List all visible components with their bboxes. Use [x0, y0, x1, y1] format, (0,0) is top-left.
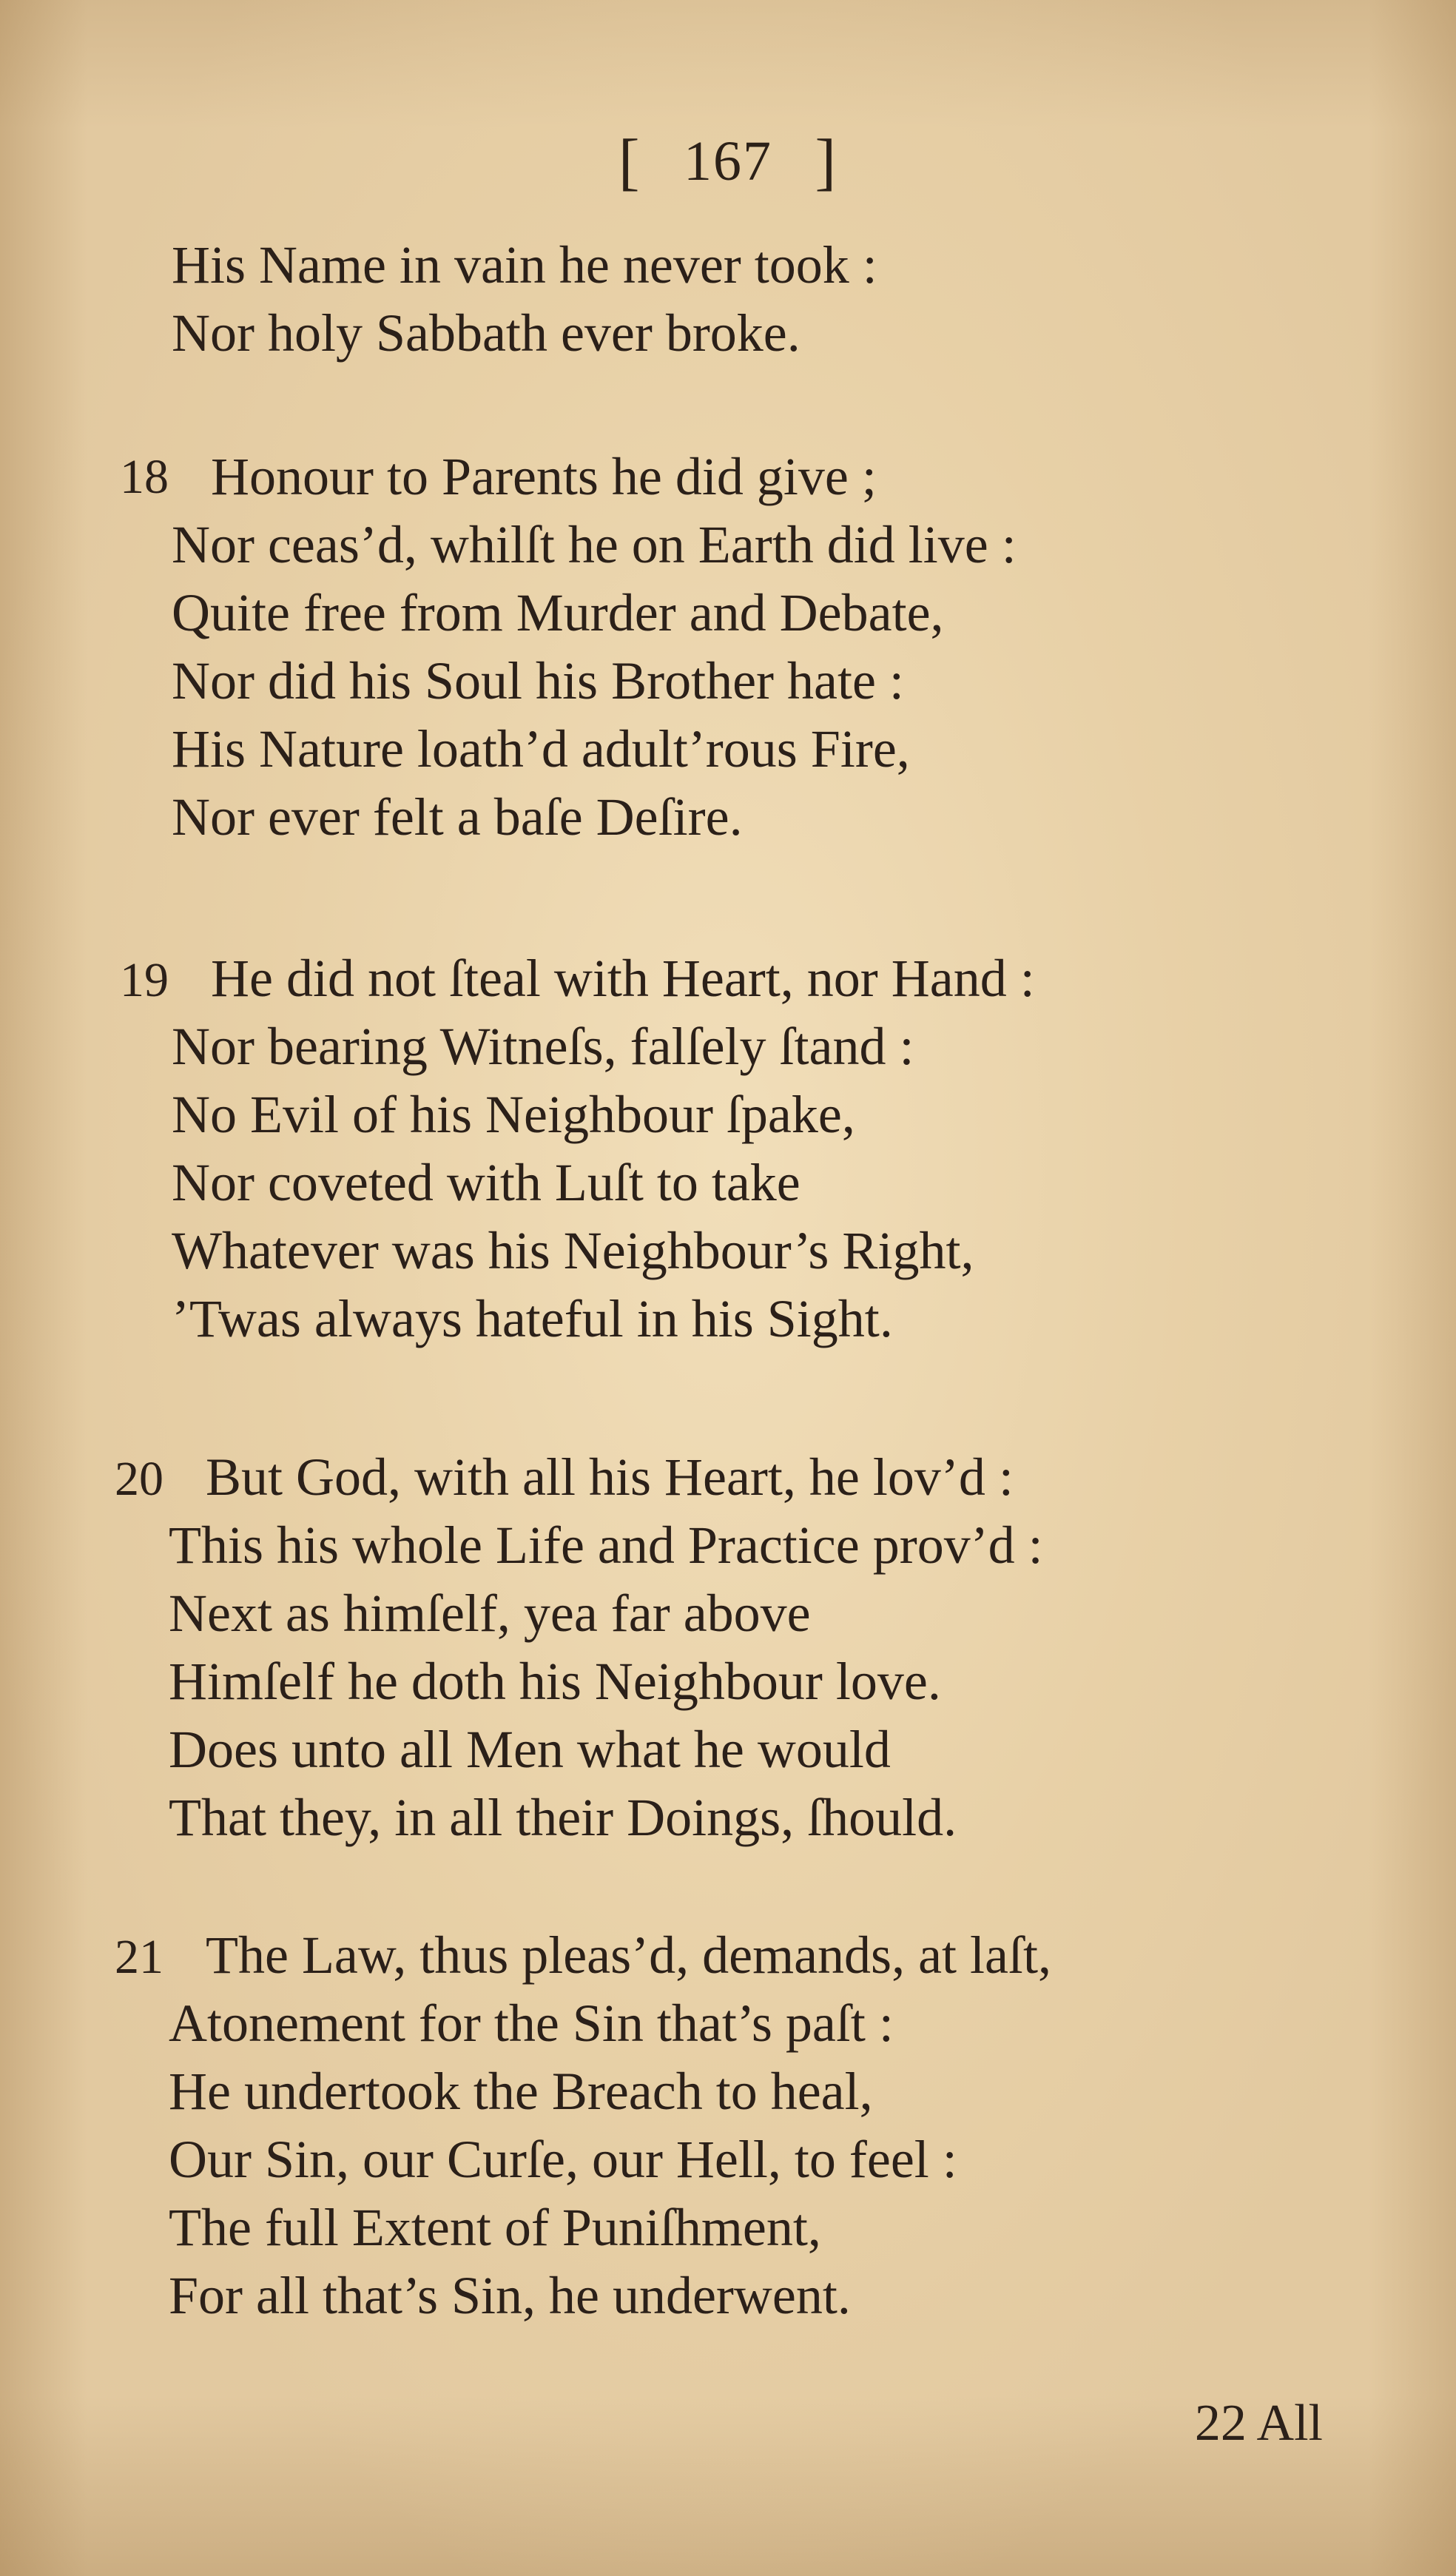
- left-bracket: [: [618, 126, 641, 197]
- verse-line: Next as himſelf, yea far above: [169, 1584, 811, 1643]
- verse-line: Honour to Parents he did give ;: [211, 447, 877, 506]
- verse-line: Nor bearing Witneſs, falſely ſtand :: [172, 1017, 914, 1076]
- verse-line: This his whole Life and Practice prov’d :: [169, 1516, 1043, 1575]
- verse-line: That they, in all their Doings, ſhould.: [169, 1788, 957, 1847]
- verse-line: Himſelf he doth his Neighbour love.: [169, 1652, 941, 1711]
- verse-line: His Name in vain he never took :: [172, 235, 877, 295]
- verse-line: For all that’s Sin, he underwent.: [169, 2266, 851, 2325]
- verse-line: The full Extent of Puniſhment,: [169, 2198, 821, 2257]
- verse-line: But God, with all his Heart, he lov’d :: [206, 1447, 1014, 1507]
- page-header: [0, 124, 1456, 198]
- catchword: 22 All: [1194, 2395, 1323, 2452]
- verse-line: No Evil of his Neighbour ſpake,: [172, 1085, 855, 1144]
- stanza-number: 20: [115, 1452, 164, 1506]
- verse-line: Nor coveted with Luſt to take: [172, 1153, 801, 1212]
- stanza-number: 18: [120, 450, 169, 504]
- page-number: 167: [684, 130, 772, 192]
- verse-line: Whatever was his Neighbour’s Right,: [172, 1221, 974, 1280]
- verse-line: Nor did his Soul his Brother hate :: [172, 651, 904, 710]
- verse-line: He did not ſteal with Heart, nor Hand :: [211, 949, 1035, 1008]
- verse-line: The Law, thus pleas’d, demands, at laſt,: [206, 1926, 1051, 1985]
- verse-line: Nor ever felt a baſe Deſire.: [172, 787, 743, 847]
- verse-line: His Nature loath’d adult’rous Fire,: [172, 719, 910, 778]
- right-bracket: ]: [815, 126, 838, 197]
- verse-line: Does unto all Men what he would: [169, 1720, 891, 1779]
- stanza-number: 21: [115, 1930, 164, 1984]
- verse-line: Our Sin, our Curſe, our Hell, to feel :: [169, 2130, 957, 2189]
- stanza-number: 19: [120, 953, 169, 1007]
- verse-line: Quite free from Murder and Debate,: [172, 583, 944, 642]
- verse-line: Nor holy Sabbath ever broke.: [172, 303, 801, 363]
- verse-line: Nor ceas’d, whilſt he on Earth did live :: [172, 515, 1017, 574]
- verse-line: ’Twas always hateful in his Sight.: [172, 1289, 893, 1348]
- verse-line: Atonement for the Sin that’s paſt :: [169, 1994, 894, 2053]
- verse-line: He undertook the Breach to heal,: [169, 2062, 873, 2121]
